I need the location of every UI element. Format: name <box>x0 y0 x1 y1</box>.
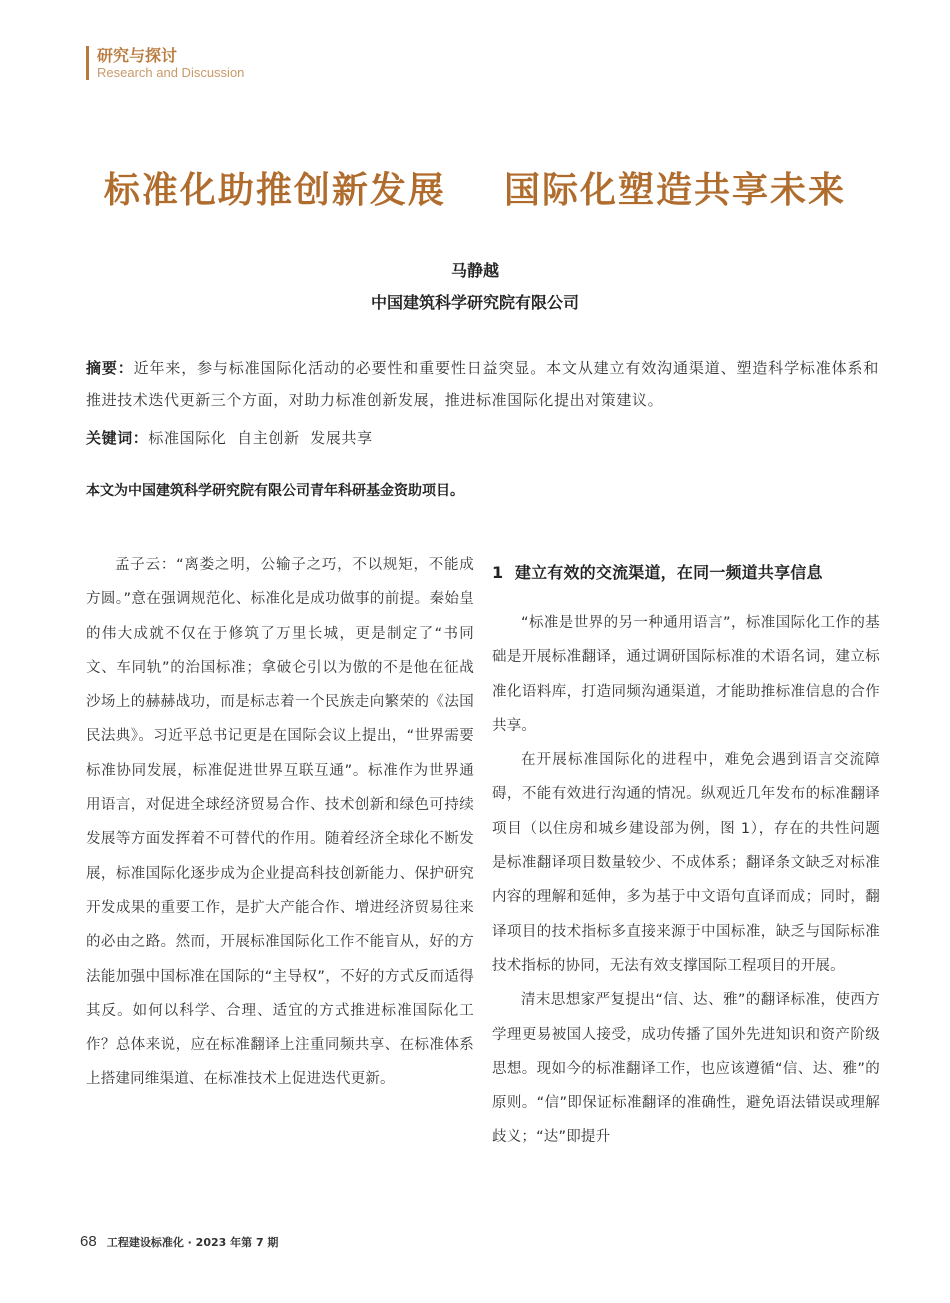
journal-info: 工程建设标准化 · 2023 年第 7 期 <box>106 1236 279 1249</box>
funding-note: 本文为中国建筑科学研究院有限公司青年科研基金资助项目。 <box>86 483 464 499</box>
abstract-label: 摘要： <box>86 359 134 377</box>
section-title-en: Research and Discussion <box>97 65 245 80</box>
section-1-paragraph-3: 清末思想家严复提出“信、达、雅”的翻译标准，使西方学理更易被国人接受，成功传播了国外先进知识和资产阶级思想。现如今的标准翻译工作，也应该遵循“信、达、雅”的原则。“信”即保证标准翻译的准确性，避免语法错误或理解歧义；“达”即提升 <box>492 992 880 1146</box>
abstract <box>86 352 879 416</box>
intro-paragraph: 孟子云：“离娄之明，公输子之巧，不以规矩，不能成方圆。”意在强调规范化、标准化是成功做事的前提。秦始皇的伟大成就不仅在于修筑了万里长城，更是制定了“书同文、车同轨”的治国标准；拿破仑引以为傲的不是他在征战沙场上的赫赫战功，而是标志着一个民族走向繁荣的《法国民法典》。习近平总书记更是在国际会议上提出，“世界需要标准协同发展，标准促进世界互联互通”。标准作为世界通用语言，对促进全球经济贸易合作、技术创新和绿色可持续发展等方面发挥着不可替代的作用。随着经济全球化不断发展，标准国际化逐步成为企业提高科技创新能力、保护研究开发成果的重要工作，是扩大产能合作、增进经济贸易往来的必由之路。然而，开展标准国际化工作不能盲从，好的方法能加强中国标准在国际的“主导权”，不好的方式反而适得其反。如何以科学、合理、适宜的方式推进标准国际化工作？总体来说，应在标准翻译上注重同频共享、在标准体系上搭建同维渠道、在标准技术上促进迭代更新。 <box>86 557 474 1088</box>
section-tag <box>86 46 244 80</box>
section-1-paragraph-1: “标准是世界的另一种通用语言”，标准国际化工作的基础是开展标准翻译，通过调研国际标准的术语名词，建立标准化语料库，打造同频沟通渠道，才能助推标准信息的合作共享。 <box>492 615 880 734</box>
section-1-heading: 1 建立有效的交流渠道，在同一频道共享信息 <box>492 563 823 582</box>
abstract-text: 近年来，参与标准国际化活动的必要性和重要性日益突显。本文从建立有效沟通渠道、塑造科学标准体系和推进技术迭代更新三个方面，对助力标准创新发展，推进标准国际化提出对策建议。 <box>86 359 879 409</box>
body-right-column <box>492 548 880 1155</box>
keywords-label: 关键词： <box>86 429 149 447</box>
section-title-cn: 研究与探讨 <box>97 46 178 65</box>
page-number: 68 <box>80 1233 97 1250</box>
keywords <box>86 424 879 452</box>
keywords-text: 标准国际化 自主创新 发展共享 <box>148 429 373 447</box>
article-title: 标准化助推创新发展 国际化塑造共享未来 <box>103 169 847 211</box>
section-1-paragraph-2: 在开展标准国际化的进程中，难免会遇到语言交流障碍，不能有效进行沟通的情况。纵观近几年发布的标准翻译项目（以住房和城乡建设部为例，图 1），存在的共性问题是标准翻译项目数量较少、不成体系；翻译条文缺乏对标准内容的理解和延伸，多为基于中文语句直译而成；同时，翻译项目的技术指标多直接来源于中国标准，缺乏与国际标准技术指标的协同，无法有效支撑国际工程项目的开展。 <box>492 752 880 974</box>
author-name: 马静越 <box>450 261 499 280</box>
author-affiliation: 中国建筑科学研究院有限公司 <box>370 293 579 312</box>
page-footer <box>80 1233 278 1250</box>
body-left-column <box>86 548 474 1097</box>
